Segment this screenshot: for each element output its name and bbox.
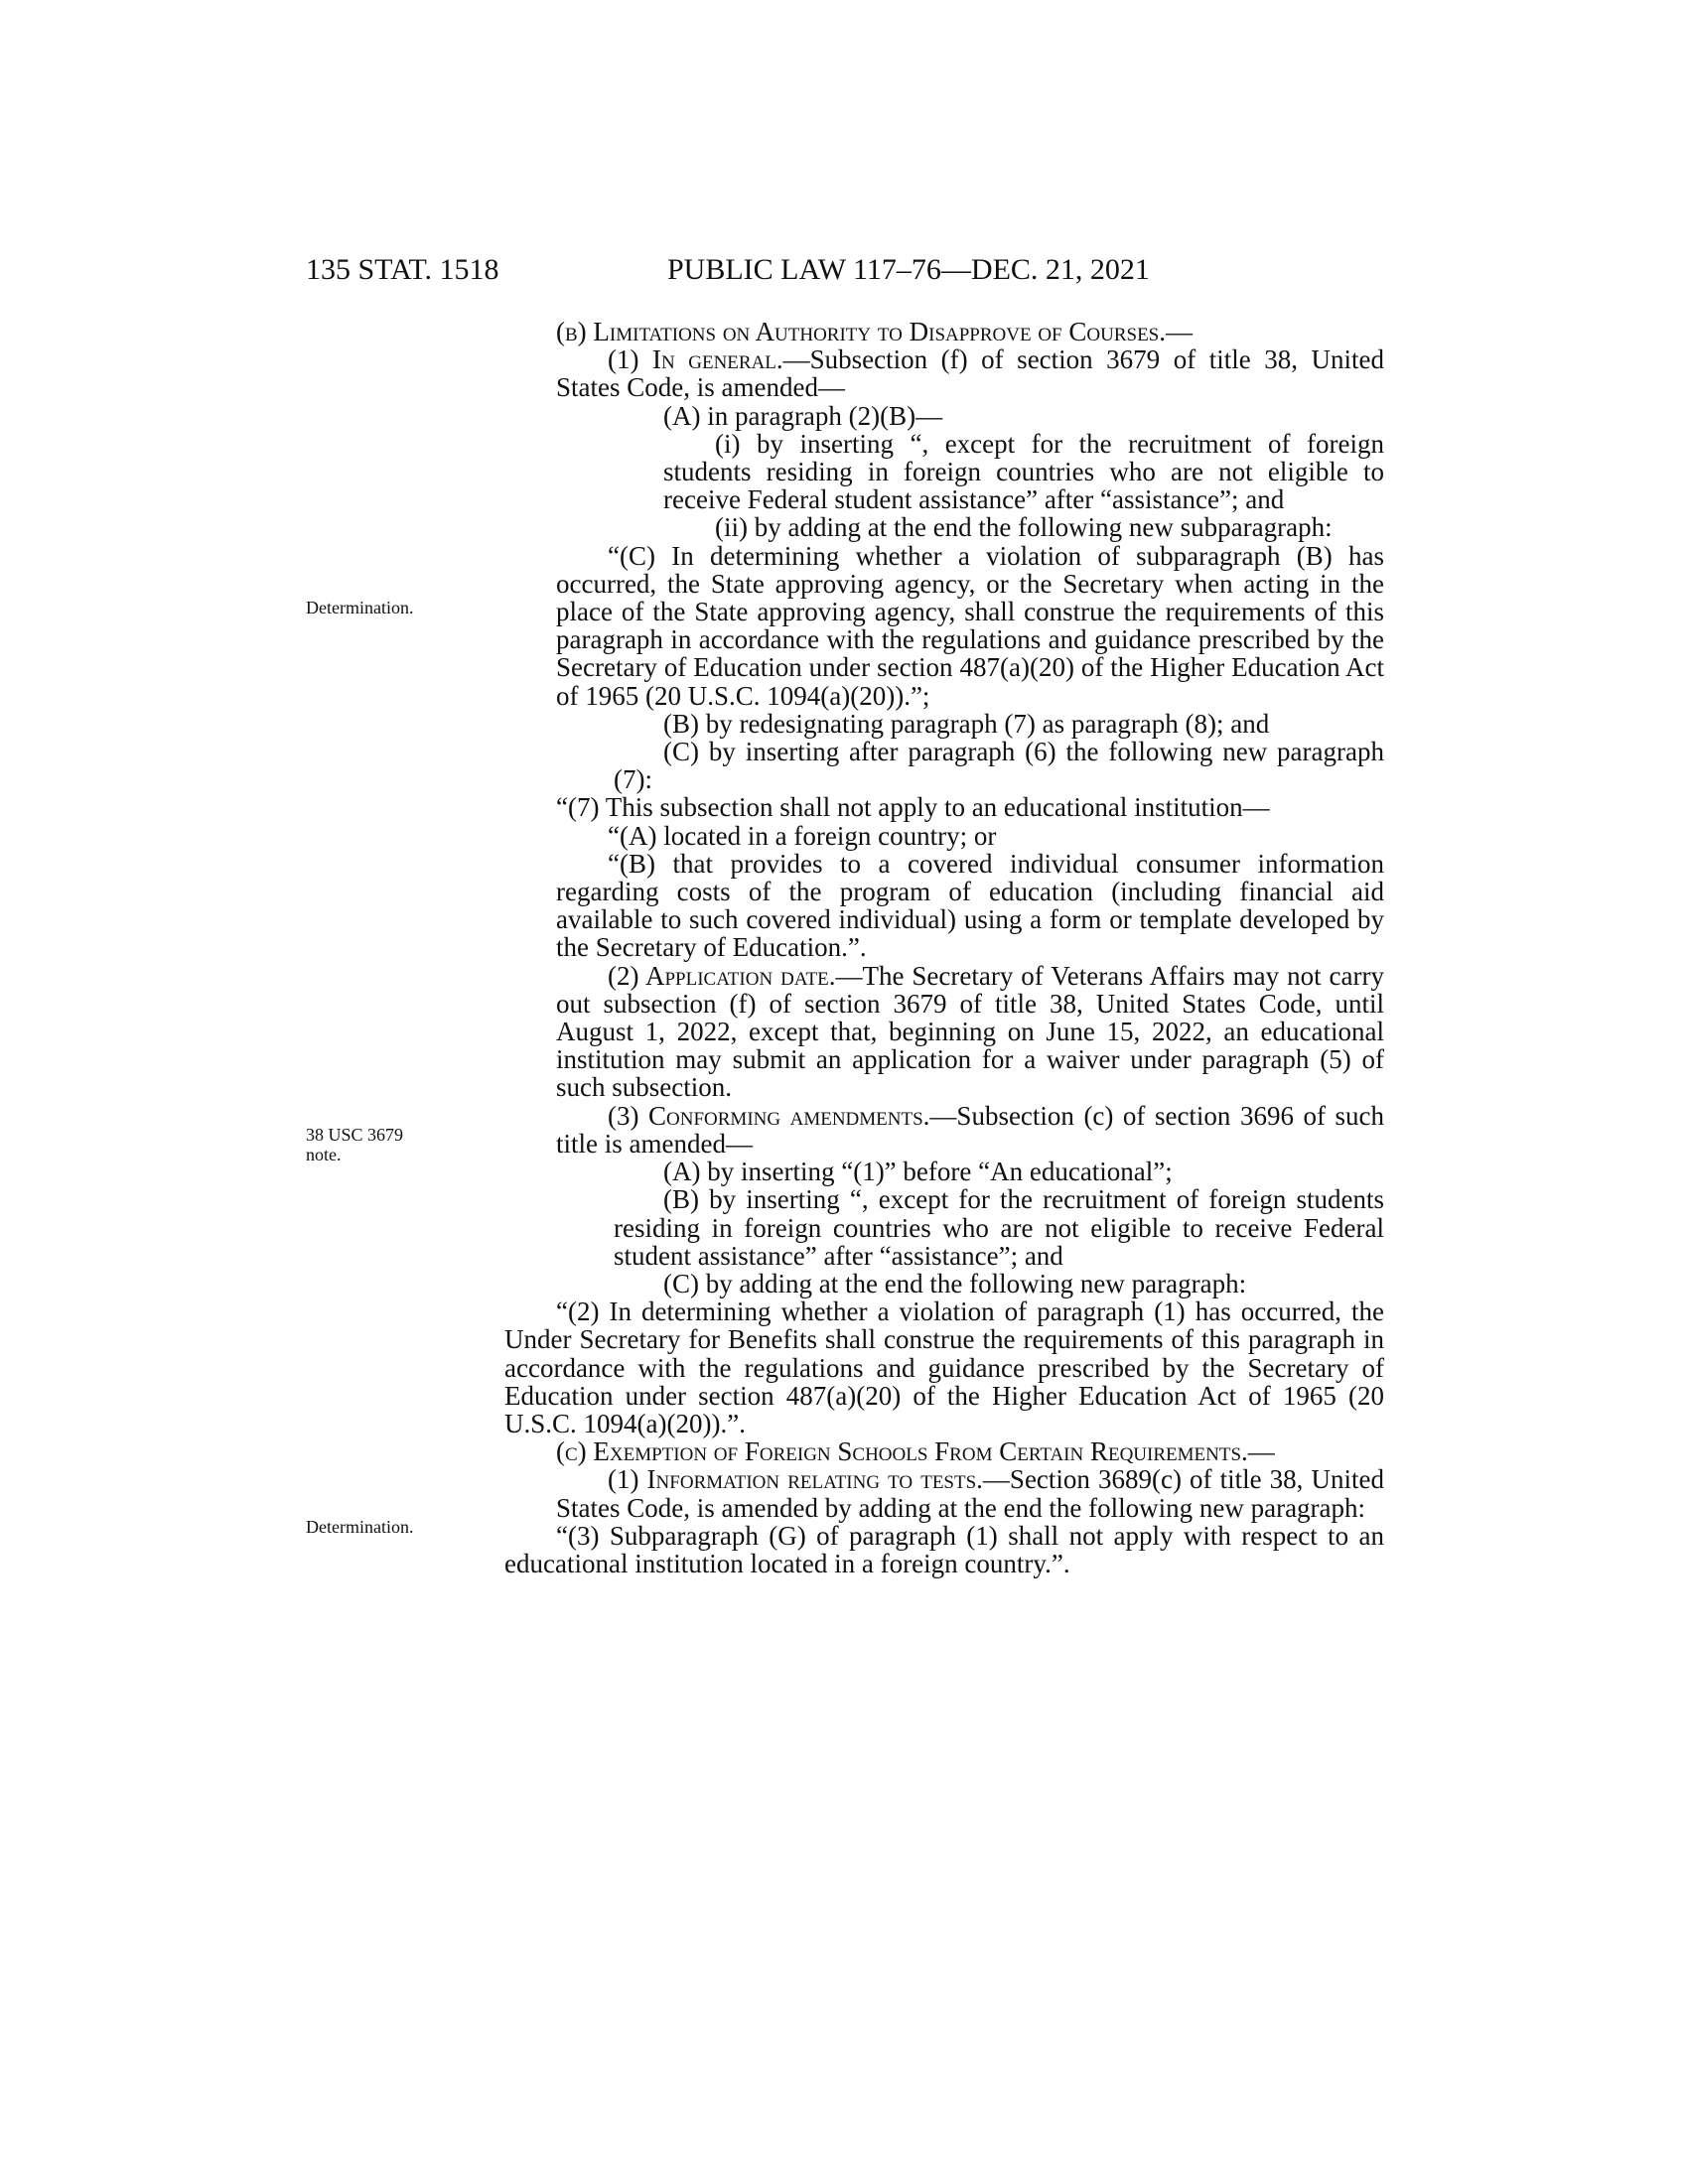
- margin-note-determination-1: Determination.: [306, 598, 414, 617]
- document-body: [504, 318, 1384, 1577]
- quoted-7-A: “(A) located in a foreign country; or: [608, 820, 997, 851]
- paragraph-b2: [504, 962, 1384, 1102]
- paragraph-c1-heading: (1) Information relating to tests.: [608, 1464, 983, 1495]
- quoted-paragraph-3: “(3) Subparagraph (G) of paragraph (1) shall not apply with respect to an educational institution located in a foreign country.”.: [504, 1520, 1384, 1578]
- paragraph-b2-text: —The Secretary of Veterans Affairs may not carry out subsection (f) of section 3679 of title 38, United States Code, until August 1, 2022, except that, beginning on June 15, 2022, an educational institution may submit an application for a waiver under paragraph (5) of such subsection.: [556, 960, 1384, 1103]
- subsection-c-heading: (c) Exemption of Foreign Schools From Certain Requirements.—: [556, 1436, 1275, 1467]
- clause-ii: (ii) by adding at the end the following new subparagraph:: [715, 512, 1333, 543]
- quoted-paragraph-2: “(2) In determining whether a violation of paragraph (1) has occurred, the Under Secretary for Benefits shall construe the requirements of this paragraph in accordance with the regulations and guidance prescribed by the Secretary of Education under section 487(a)(20) of the Higher Education Act of 1965 (20 U.S.C. 1094(a)(20)).”.: [504, 1297, 1384, 1438]
- quoted-7-B: “(B) that provides to a covered individual consumer information regarding costs of the program of education (including financial aid available to such covered individual) using a form or template developed by the Secretary of Education.”.: [556, 848, 1384, 963]
- paragraph-b1: [504, 345, 1384, 401]
- paragraph-b1-heading: (1) In general.: [608, 344, 783, 375]
- quoted-subparagraph-C: “(C) In determining whether a violation of subparagraph (B) has occurred, the State approving agency, or the Secretary when acting in the place of the State approving agency, shall construe the requirements of this paragraph in accordance with the regulations and guidance prescribed by the Secretary of Education under section 487(a)(20) of the Higher Education Act of 1965 (20 U.S.C. 1094(a)(20)).”;: [556, 540, 1384, 711]
- subparagraph-b1-C: (C) by inserting after paragraph (6) the following new paragraph (7):: [614, 737, 1384, 795]
- subsection-b-heading: (b) Limitations on Authority to Disapprove of Courses.—: [556, 317, 1193, 346]
- subparagraph-b3-A: (A) by inserting “(1)” before “An educational”;: [663, 1157, 1173, 1187]
- subparagraph-b1-A: (A) in paragraph (2)(B)—: [663, 400, 943, 431]
- paragraph-b3: [504, 1102, 1384, 1158]
- paragraph-c1: [504, 1465, 1384, 1521]
- clause-i: (i) by inserting “, except for the recruitment of foreign students residing in foreign countries who are not eligible to receive Federal student assistance” after “assistance”; and: [663, 428, 1384, 515]
- margin-note-usc: [306, 1125, 475, 1164]
- paragraph-c1-text: —Section 3689(c) of title 38, United States Code, is amended by adding at the end the following new paragraph:: [556, 1464, 1384, 1523]
- quoted-paragraph-7: “(7) This subsection shall not apply to an educational institution—: [556, 792, 1270, 823]
- public-law-title: PUBLIC LAW 117–76—DEC. 21, 2021: [667, 253, 1150, 286]
- paragraph-b2-heading: (2) Application date.: [608, 960, 836, 991]
- subparagraph-b1-B: (B) by redesignating paragraph (7) as paragraph (8); and: [663, 708, 1270, 739]
- page-header: [0, 250, 1688, 290]
- statute-page-number: 135 STAT. 1518: [306, 253, 499, 286]
- margin-note-usc-line2: note.: [306, 1145, 342, 1164]
- margin-note-usc-line1: 38 USC 3679: [306, 1125, 404, 1145]
- margin-note-determination-2: Determination.: [306, 1517, 414, 1537]
- paragraph-b3-text: —Subsection (c) of section 3696 of such title is amended—: [556, 1100, 1384, 1159]
- paragraph-b3-heading: (3) Conforming amendments.: [608, 1100, 930, 1131]
- subparagraph-b3-B: (B) by inserting “, except for the recruitment of foreign students residing in foreign countries who are not eligible to receive Federal student assistance” after “assistance”; and: [614, 1184, 1384, 1271]
- subparagraph-b3-C: (C) by adding at the end the following new paragraph:: [663, 1268, 1247, 1298]
- paragraph-b1-text: —Subsection (f) of section 3679 of title 38, United States Code, is amended—: [556, 344, 1384, 403]
